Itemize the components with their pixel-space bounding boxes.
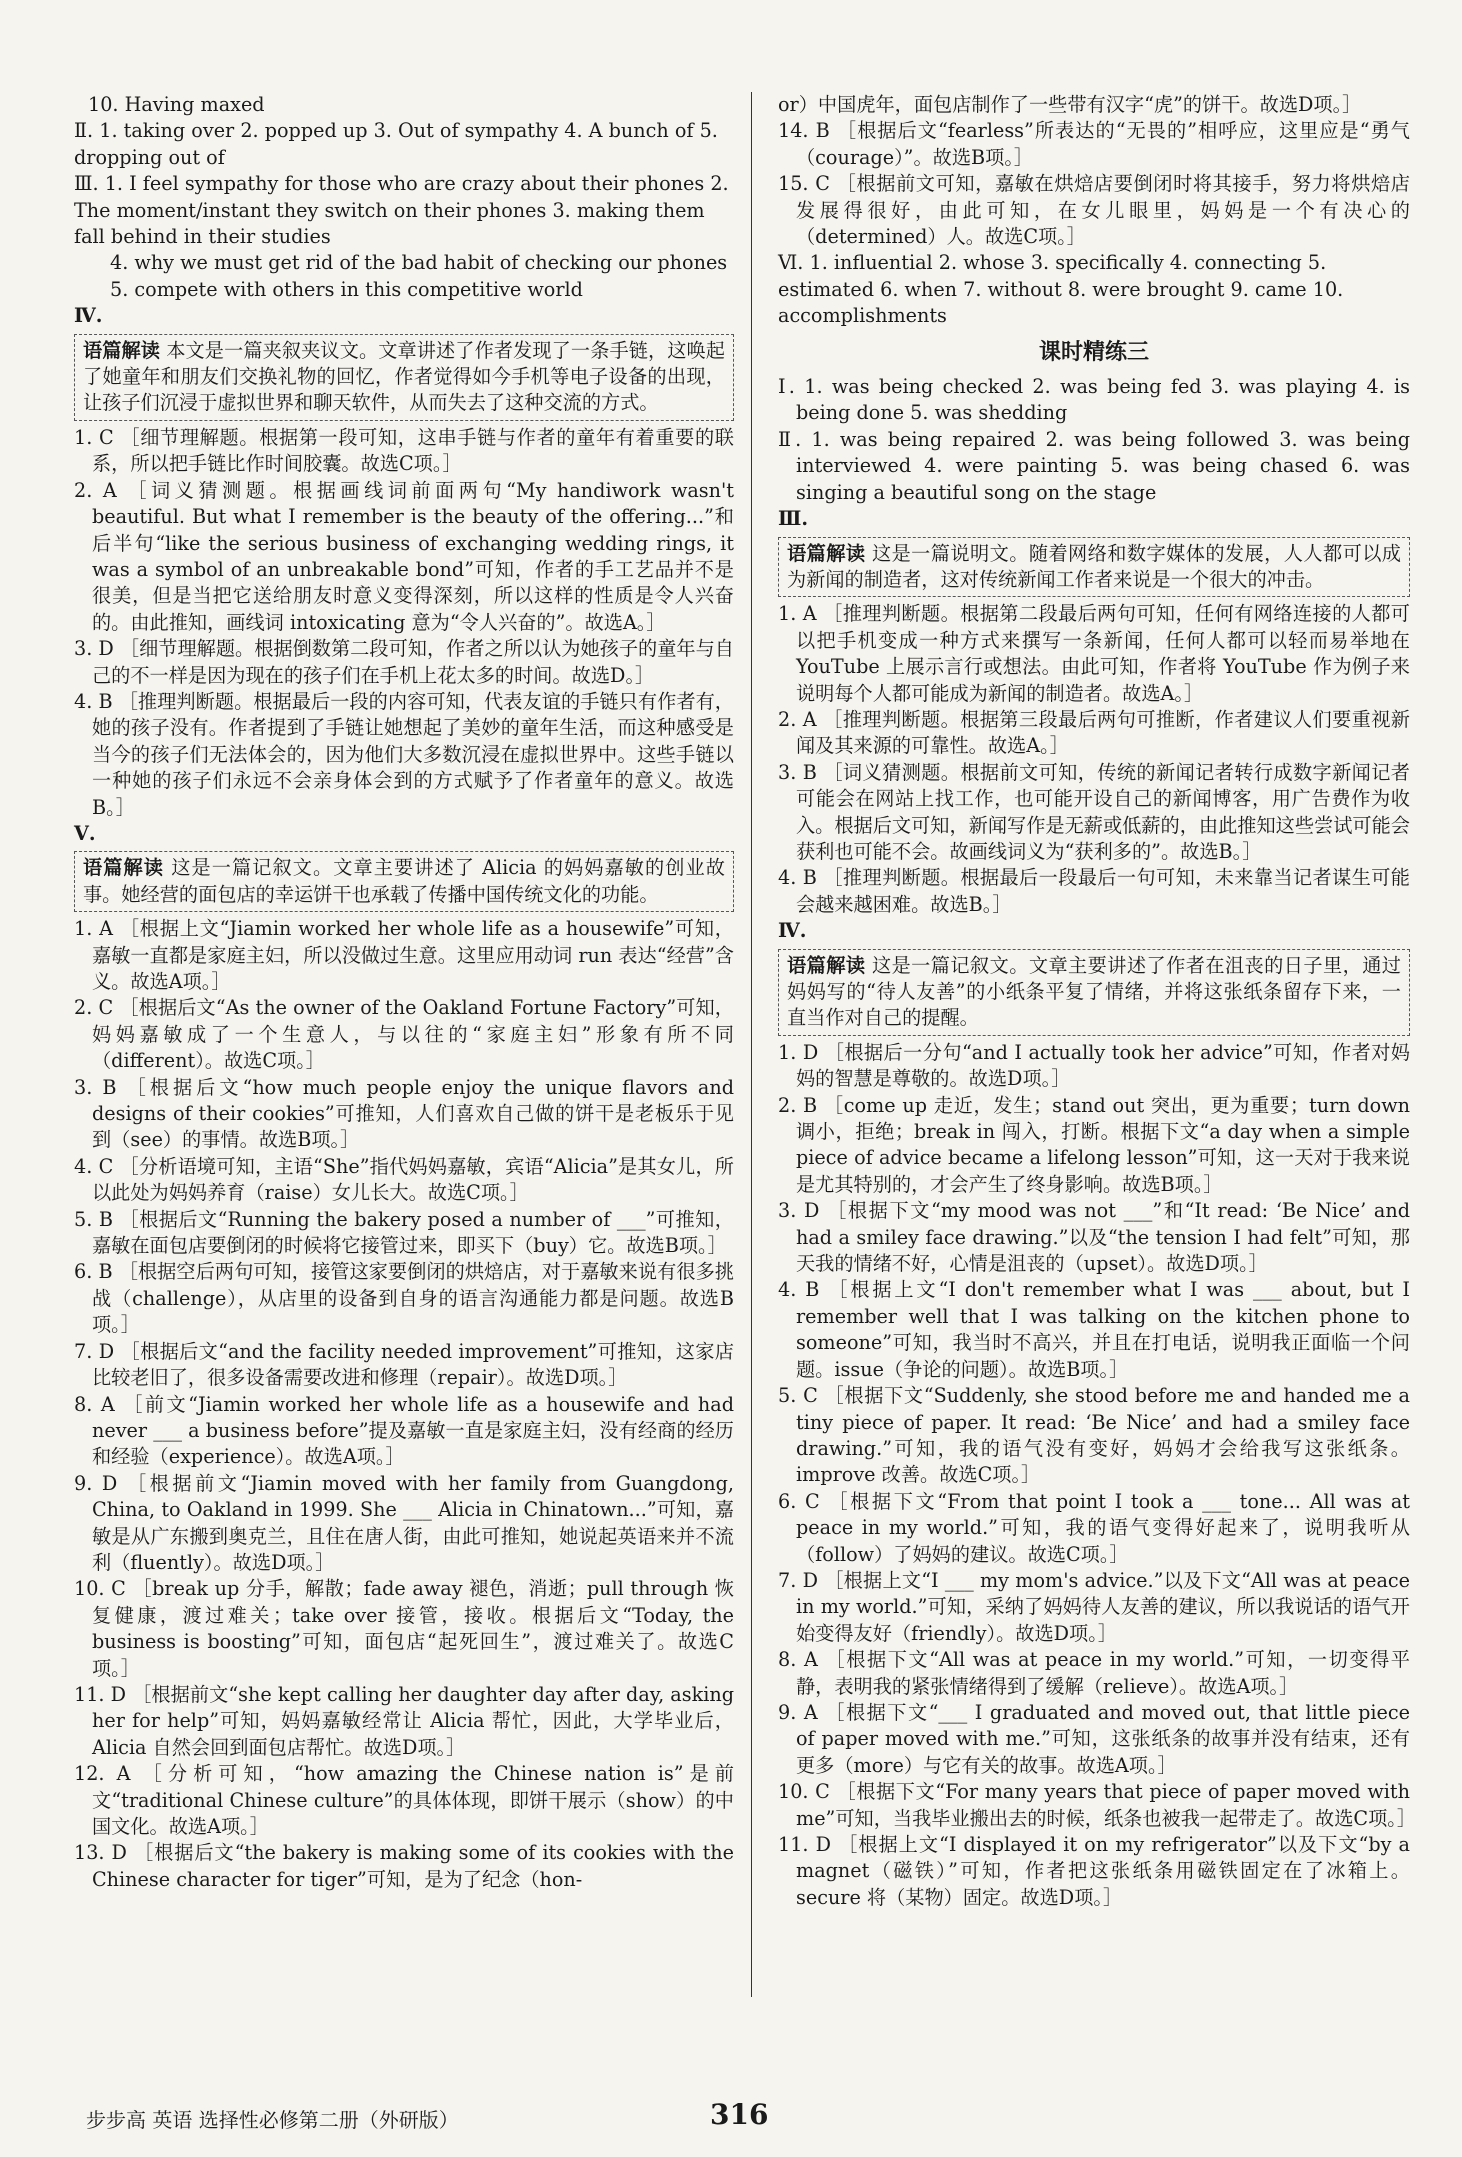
answer-item: 11. D ［根据上文“I displayed it on my refrigerator”以及下文“by a magnet（磁铁）”可知，作者把这张纸条用磁铁固定在了冰箱上。secure 将（某物）固定。故选D项。］ xyxy=(778,1833,1410,1909)
answer-item: 1. A ［根据上文“Jiamin worked her whole life as a housewife”可知，嘉敏一直都是家庭主妇，所以没做过生意。这里应用动词 run 表达“经营”含义。故选A项。］ xyxy=(74,917,734,993)
answer-item: 5. B ［根据后文“Running the bakery posed a number of ___”可推知，嘉敏在面包店要倒闭的时候将它接管过来，即买下（buy）它。故选B项。］ xyxy=(74,1207,734,1258)
answer-item: 9. D ［根据前文“Jiamin moved with her family from Guangdong, China, to Oakland in 1999. She ___ Alicia in Chinatown...”可知，嘉敏是从广东搬到奥克兰，且住在唐人街，由此可推知，她说起英语来并不流利（fluently）。故选D项。］ xyxy=(74,1471,734,1574)
column-divider xyxy=(751,92,752,1997)
answer-line: 10. Having maxed xyxy=(88,93,265,116)
passage-reading-tag: 语篇解读 xyxy=(83,856,165,880)
passage-reading-box xyxy=(778,537,1410,598)
answer-line: Ⅲ. 1. I feel sympathy for those who are crazy about their phones 2. The moment/instant they switch on their phones 3. making them fall behind in their studies xyxy=(74,172,729,249)
answer-item: 4. B ［推理判断题。根据最后一段的内容可知，代表友谊的手链只有作者有，她的孩子没有。作者提到了手链让她想起了美妙的童年生活，而这种感受是当今的孩子们无法体会的，因为他们大多数沉浸在虚拟世界中。这些手链以一种她的孩子们永远不会亲身体会到的方式赋予了作者童年的意义。故选B。］ xyxy=(74,689,734,819)
passage-reading-box xyxy=(74,334,734,421)
answer-item: 10. C ［根据下文“For many years that piece of paper moved with me”可知，当我毕业搬出去的时候，纸条也被我一起带走了。故选C项。］ xyxy=(778,1780,1417,1830)
answer-item: 7. D ［根据上文“I ___ my mom's advice.”以及下文“All was at peace in my world.”可知，采纳了妈妈待人友善的建议，所以我说话的语气开始变得友好（friendly）。故选D项。］ xyxy=(778,1568,1410,1645)
answer-item: 2. B ［come up 走近，发生；stand out 突出，更为重要；turn down 调小，拒绝；break in 闯入，打断。根据下文“a day when a simple piece of advice became a lifelong lesson”可知，这一天对于我来说是尤其特别的，才会产生了终身影响。故选B项。］ xyxy=(778,1093,1410,1196)
answer-item: 8. A ［前文“Jiamin worked her whole life as a housewife and had never ___ a business before”提及嘉敏一直是家庭主妇，没有经商的经历和经验（experience）。故选A项。］ xyxy=(74,1392,734,1469)
answer-item: 7. D ［根据后文“and the facility needed improvement”可推知，这家店比较老旧了，很多设备需要改进和修理（repair）。故选D项。］ xyxy=(74,1339,734,1390)
section-heading: Ⅳ. xyxy=(778,919,807,943)
answer-item: 1. A ［推理判断题。根据第二段最后两句可知，任何有网络连接的人都可以把手机变成一种方式来撰写一条新闻，任何人都可以轻而易举地在 YouTube 上展示言行或想法。由此可知，作者将 YouTube 作为例子来说明每个人都可能成为新闻的制造者。故选A。］ xyxy=(778,602,1410,705)
answer-item: 5. C ［根据下文“Suddenly, she stood before me and handed me a tiny piece of paper. It read: ‘Be Nice’ and had a smiley face drawing.”可知，我的语气没有变好，妈妈才会给我写这张纸条。improve 改善。故选C项。］ xyxy=(778,1384,1410,1487)
passage-reading-text: 这是一篇记叙文。文章主要讲述了作者在沮丧的日子里，通过妈妈写的“待人友善”的小纸条平复了情绪，并将这张纸条留存下来，一直当作对自己的提醒。 xyxy=(787,953,1401,1030)
section-heading: Ⅲ. xyxy=(778,507,809,531)
passage-reading-box xyxy=(778,949,1410,1036)
passage-reading-text: 这是一篇说明文。随着网络和数字媒体的发展，人人都可以成为新闻的制造者，这对传统新闻工作者来说是一个很大的冲击。 xyxy=(787,541,1401,591)
answer-item: 3. D ［根据下文“my mood was not ___”和“It read: ‘Be Nice’ and had a smiley face drawing.”以及“the tension I had felt”可知，那天我的情绪不好，心情是沮丧的（upset）。故选D项。］ xyxy=(778,1199,1410,1276)
passage-reading-box xyxy=(74,851,734,912)
passage-reading-text: 本文是一篇夹叙夹议文。文章讲述了作者发现了一条手链，这唤起了她童年和朋友们交换礼物的回忆，作者觉得如今手机等电子设备的出现，让孩子们沉浸于虚拟世界和聊天软件，从而失去了这种交流的方式。 xyxy=(83,338,725,415)
answer-item: 3. B ［词义猜测题。根据前文可知，传统的新闻记者转行成数字新闻记者可能会在网站上找工作，也可能开设自己的新闻博客，用广告费作为收入。根据后文可知，新闻写作是无薪或低薪的，由此推知这些尝试可能会获利也可能不会。故画线词义为“获利多的”。故选B。］ xyxy=(778,760,1410,863)
answer-item: 1. C ［细节理解题。根据第一段可知，这串手链与作者的童年有着重要的联系，所以把手链比作时间胶囊。故选C项。］ xyxy=(74,425,734,476)
answer-item: or）中国虎年，面包店制作了一些带有汉字“虎”的饼干。故选D项。］ xyxy=(778,93,1362,116)
page-number: 316 xyxy=(710,2098,769,2131)
answer-item: 14. B ［根据后文“fearless”所表达的“无畏的”相呼应，这里应是“勇气（courage）”。故选B项。］ xyxy=(778,119,1410,169)
passage-reading-tag: 语篇解读 xyxy=(787,953,866,977)
answer-item: 2. C ［根据后文“As the owner of the Oakland Fortune Factory”可知，妈妈嘉敏成了一个生意人，与以往的“家庭主妇”形象有所不同（different）。故选C项。］ xyxy=(74,996,734,1073)
answer-line: Ⅳ. xyxy=(74,304,103,328)
section-title: 课时精练三 xyxy=(1038,339,1149,365)
answer-item: 9. A ［根据下文“___ I graduated and moved out, that little piece of paper moved with me.”可知，这张纸条的故事并没有结束，还有更多（more）与它有关的故事。故选A项。］ xyxy=(778,1700,1410,1777)
answer-item: 2. A ［推理判断题。根据第三段最后两句可推断，作者建议人们要重视新闻及其来源的可靠性。故选A。］ xyxy=(778,707,1410,758)
answer-line: 4. why we must get rid of the bad habit of checking our phones xyxy=(110,251,728,275)
answer-line: Ⅰ. 1. was being checked 2. was being fed 3. was playing 4. is being done 5. was shedding xyxy=(778,375,1410,425)
answer-item: 3. B ［根据后文“how much people enjoy the unique flavors and designs of their cookies”可推知，人们喜欢自己做的饼干是老板乐于见到（see）的事情。故选B项。］ xyxy=(74,1075,734,1152)
left-column xyxy=(74,92,734,1893)
answer-item: 1. D ［根据后一分句“and I actually took her advice”可知，作者对妈妈的智慧是尊敬的。故选D项。］ xyxy=(778,1040,1410,1091)
answer-item: 4. C ［分析语境可知，主语“She”指代妈妈嘉敏，宾语“Alicia”是其女儿，所以此处为妈妈养育（raise）女儿长大。故选C项。］ xyxy=(74,1154,734,1205)
passage-reading-tag: 语篇解读 xyxy=(787,541,866,565)
answer-item: 4. B ［推理判断题。根据最后一段最后一句可知，未来靠当记者谋生可能会越来越困难。故选B。］ xyxy=(778,866,1410,916)
answer-item: 15. C ［根据前文可知，嘉敏在烘焙店要倒闭时将其接手，努力将烘焙店发展得很好，由此可知，在女儿眼里，妈妈是一个有决心的（determined）人。故选C项。］ xyxy=(778,172,1410,249)
answer-item: 3. D ［细节理解题。根据倒数第二段可知，作者之所以认为她孩子的童年与自己的不一样是因为现在的孩子们在手机上花太多的时间。故选D。］ xyxy=(74,637,734,687)
answer-item: 2. A ［词义猜测题。根据画线词前面两句“My handiwork wasn't beautiful. But what I remember is the beauty of the offering...”和后半句“like the serious business of exchanging wedding rings, it was a symbol of an unbreakable bond”可知，作者的手工艺品并不是很美，但是当把它送给朋友时意义变得深刻，所以这样的性质是令人兴奋的。由此推知，画线词 intoxicating 意为“令人兴奋的”。故选A。］ xyxy=(74,478,734,634)
section-heading: Ⅴ. xyxy=(74,821,96,845)
right-column xyxy=(778,92,1417,1911)
answer-item: 6. B ［根据空后两句可知，接管这家要倒闭的烘焙店，对于嘉敏来说有很多挑战（challenge），从店里的设备到自身的语言沟通能力都是问题。故选B项。］ xyxy=(74,1260,734,1337)
answer-item: 12. A ［分析可知，“how amazing the Chinese nation is”是前文“traditional Chinese culture”的具体体现，即饼干展示（show）的中国文化。故选A项。］ xyxy=(74,1762,734,1838)
answer-item: 13. D ［根据后文“the bakery is making some of its cookies with the Chinese character for tiger”可知，是为了纪念（hon- xyxy=(74,1841,734,1891)
passage-reading-tag: 语篇解读 xyxy=(83,338,161,362)
answer-item: 10. C ［break up 分手，解散；fade away 褪色，消逝；pull through 恢复健康，渡过难关；take over 接管，接收。根据后文“Today, the business is boosting”可知，面包店“起死回生”，渡过难关了。故选C项。］ xyxy=(74,1577,734,1680)
answer-line: Ⅱ. 1. taking over 2. popped up 3. Out of sympathy 4. A bunch of 5. dropping out of xyxy=(74,119,718,169)
answer-item: 11. D ［根据前文“she kept calling her daughter day after day, asking her for help”可知，妈妈嘉敏经常让 Alicia 帮忙，因此，大学毕业后，Alicia 自然会回到面包店帮忙。故选D项。］ xyxy=(74,1682,734,1759)
book-title: 步步高 英语 选择性必修第二册（外研版） xyxy=(86,2108,459,2132)
answer-item: 8. A ［根据下文“All was at peace in my world.”可知，一切变得平静，表明我的紧张情绪得到了缓解（relieve）。故选A项。］ xyxy=(778,1648,1410,1698)
section-6-answers: Ⅵ. 1. influential 2. whose 3. specifically 4. connecting 5. estimated 6. when 7. without 8. were brought 9. came 10. accomplishments xyxy=(778,251,1344,328)
answer-line: Ⅱ. 1. was being repaired 2. was being followed 3. was being interviewed 4. were painting 5. was being chased 6. was singing a beautiful song on the stage xyxy=(778,427,1410,504)
answer-item: 4. B ［根据上文“I don't remember what I was ___ about, but I remember well that I was talking on the kitchen phone to someone”可知，我当时不高兴，并且在打电话，说明我正面临一个问题。issue（争论的问题）。故选B项。］ xyxy=(778,1278,1410,1381)
answer-line: 5. compete with others in this competitive world xyxy=(110,277,583,301)
answer-item: 6. C ［根据下文“From that point I took a ___ tone... All was at peace in my world.”可知，我的语气变得好起来了，说明我听从（follow）了妈妈的建议。故选C项。］ xyxy=(778,1489,1410,1566)
passage-reading-text: 这是一篇记叙文。文章主要讲述了 Alicia 的妈妈嘉敏的创业故事。她经营的面包店的幸运饼干也承载了传播中国传统文化的功能。 xyxy=(83,856,725,906)
